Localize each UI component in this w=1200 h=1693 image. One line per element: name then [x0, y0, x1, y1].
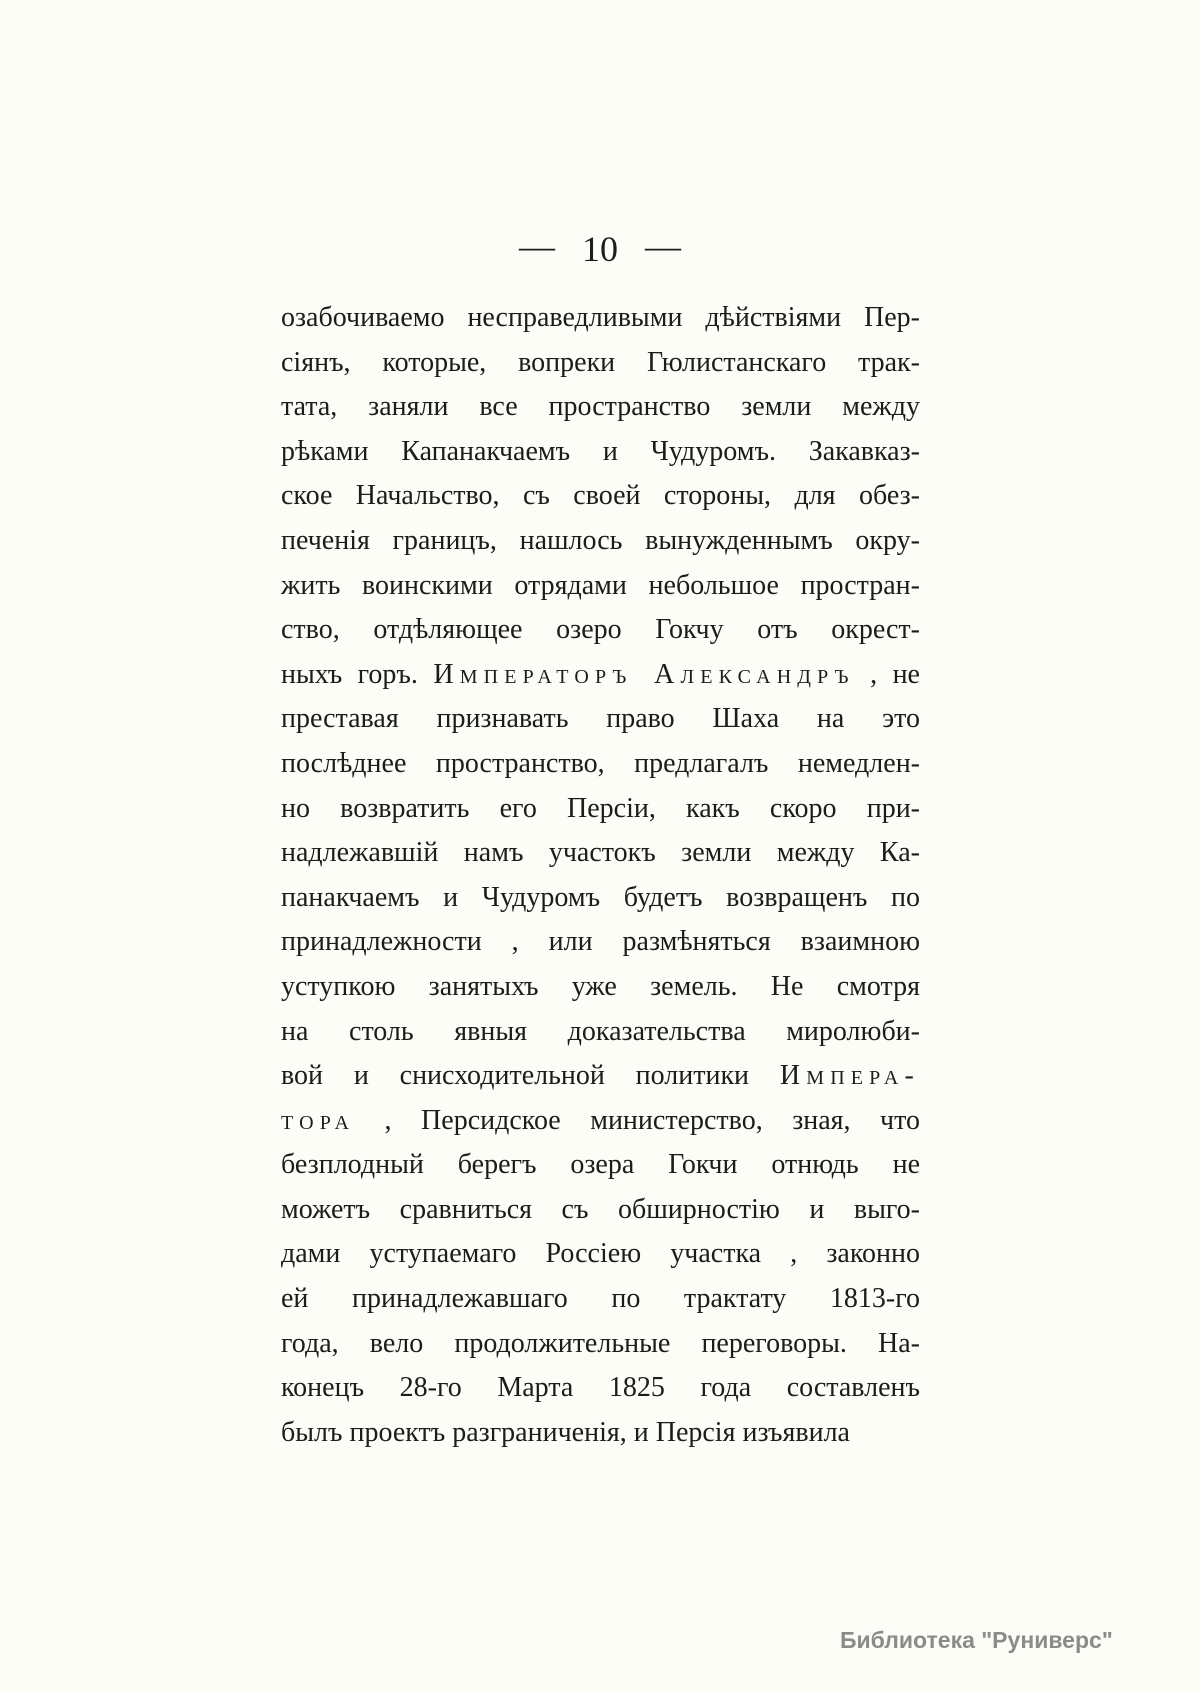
text-line [281, 385, 920, 430]
body-text: озабочиваемо несправедливыми дѣйствіями Пер- [281, 302, 920, 333]
body-text: послѣднее пространство, предлагалъ немедлен- [281, 747, 920, 779]
body-text: ныхъ горъ. [281, 658, 434, 690]
text-lines [281, 296, 920, 1455]
body-text: можетъ сравниться съ обширностію и выго- [281, 1193, 920, 1225]
text-line [281, 430, 920, 475]
body-text: печенія границъ, нашлось вынужденнымъ окру- [281, 524, 920, 556]
page-header [280, 228, 920, 270]
body-text: принадлежности , или размѣняться взаимною [281, 926, 920, 958]
body-text: но возвратить его Персіи, какъ скоро при- [281, 792, 920, 824]
text-line [281, 1366, 920, 1411]
text-line [281, 1010, 920, 1055]
text-line [281, 474, 920, 519]
text-line [281, 1143, 920, 1188]
body-text: надлежавшій намъ участокъ земли между Ка- [281, 837, 920, 869]
text-line [281, 341, 920, 386]
text-line [281, 831, 920, 876]
page-number: 10 [582, 229, 618, 269]
body-text: уступкою занятыхъ уже земель. Не смотря [281, 970, 920, 1002]
body-text: жить воинскими отрядами небольшое простран- [281, 569, 920, 601]
text-line [281, 876, 920, 921]
library-watermark: Библиотека "Руниверс" [840, 1627, 1113, 1653]
body-text: тата, заняли все пространство земли между [281, 391, 920, 423]
text-line [281, 1277, 920, 1322]
header-dash-right: — [645, 226, 681, 266]
text-line [281, 1099, 920, 1144]
body-text: рѣками Капанакчаемъ и Чудуромъ. Закавказ- [281, 435, 920, 467]
text-line [281, 697, 920, 742]
body-text: преставая признавать право Шаха на это [281, 703, 920, 735]
text-line [281, 1188, 920, 1233]
text-line [281, 296, 920, 341]
body-text: дами уступаемаго Россіею участка , законно [281, 1238, 920, 1270]
text-line [281, 564, 920, 609]
body-text: , Персидское министерство, зная, что [355, 1104, 920, 1136]
body-text: года, вело продолжительные переговоры. На- [281, 1327, 920, 1359]
text-line [281, 1322, 920, 1367]
smallcaps-text: тора [281, 1104, 356, 1136]
body-text: ское Начальство, съ своей стороны, для обез- [281, 480, 920, 512]
body-text: былъ проектъ разграниченія, и Персія изъявила [281, 1416, 850, 1448]
body-text: на столь явныя доказательства миролюби- [281, 1015, 920, 1047]
text-line [281, 519, 920, 564]
body-text: сіянъ, которые, вопреки Гюлистанскаго трак- [281, 346, 920, 378]
text-line [281, 920, 920, 965]
text-line [281, 608, 920, 653]
text-line [281, 1411, 920, 1456]
body-text: безплодный берегъ озера Гокчи отнюдь не [281, 1149, 920, 1181]
smallcaps-text: Импера- [779, 1060, 920, 1092]
body-text: ей принадлежавшаго по трактату 1813-го [281, 1283, 920, 1315]
text-line [281, 742, 920, 787]
text-line [281, 1232, 920, 1277]
body-text: , не [854, 658, 920, 690]
body-text: конецъ 28-го Марта 1825 года составленъ [281, 1372, 920, 1404]
text-line [281, 653, 920, 698]
text-line [281, 965, 920, 1010]
text-line [281, 1054, 920, 1099]
body-text: ство, отдѣляющее озеро Гокчу отъ окрест- [281, 614, 920, 646]
body-text: вой и снисходительной политики [281, 1060, 780, 1092]
body-text: панакчаемъ и Чудуромъ будетъ возвращенъ по [281, 881, 920, 913]
text-line [281, 787, 920, 832]
header-dash-left: — [519, 226, 555, 266]
smallcaps-text: Императоръ Александръ [433, 658, 855, 690]
